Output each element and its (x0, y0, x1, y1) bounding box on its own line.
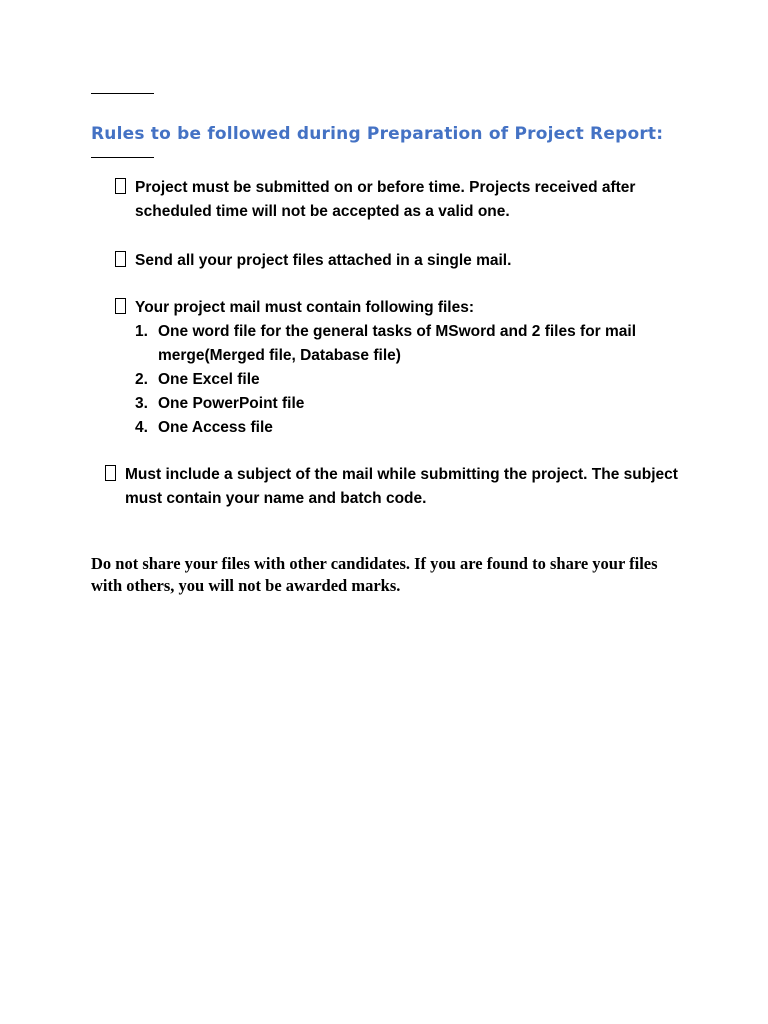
list-item (135, 416, 655, 440)
rule-item (103, 463, 693, 511)
list-item-number: 4. (135, 419, 148, 436)
rule-text: Send all your project files attached in a single mail. (135, 252, 512, 269)
list-item (135, 392, 655, 416)
rule-text: Must include a subject of the mail while submitting the project. The subject must contain your name and batch code. (125, 466, 678, 507)
rule-text: Your project mail must contain following files: (135, 299, 475, 316)
list-item-number: 3. (135, 395, 148, 412)
rule-item (113, 249, 643, 273)
list-item-text: One Excel file (158, 371, 260, 388)
list-item (135, 368, 655, 392)
square-box-icon (115, 178, 126, 194)
top-rule-line (91, 93, 154, 94)
list-item-text: One word file for the general tasks of MSword and 2 files for mail merge(Merged file, Database file) (158, 323, 637, 364)
rule-text: Project must be submitted on or before time. Projects received after scheduled time will not be accepted as a valid one. (135, 179, 636, 220)
list-item-text: One Access file (158, 419, 273, 436)
list-item-number: 1. (135, 323, 148, 340)
sharing-notice: Do not share your files with other candidates. If you are found to share your files with others, you will not be awarded marks. (91, 554, 658, 595)
rule-item (113, 176, 643, 224)
required-files-list (135, 320, 655, 440)
square-box-icon (115, 298, 126, 314)
list-item-number: 2. (135, 371, 148, 388)
square-box-icon (115, 251, 126, 267)
heading-underline-rule (91, 157, 154, 158)
list-item-text: One PowerPoint file (158, 395, 305, 412)
list-item (135, 320, 655, 368)
page-title: Rules to be followed during Preparation of Project Report: (91, 124, 664, 144)
square-box-icon (105, 465, 116, 481)
rule-item (113, 296, 643, 320)
